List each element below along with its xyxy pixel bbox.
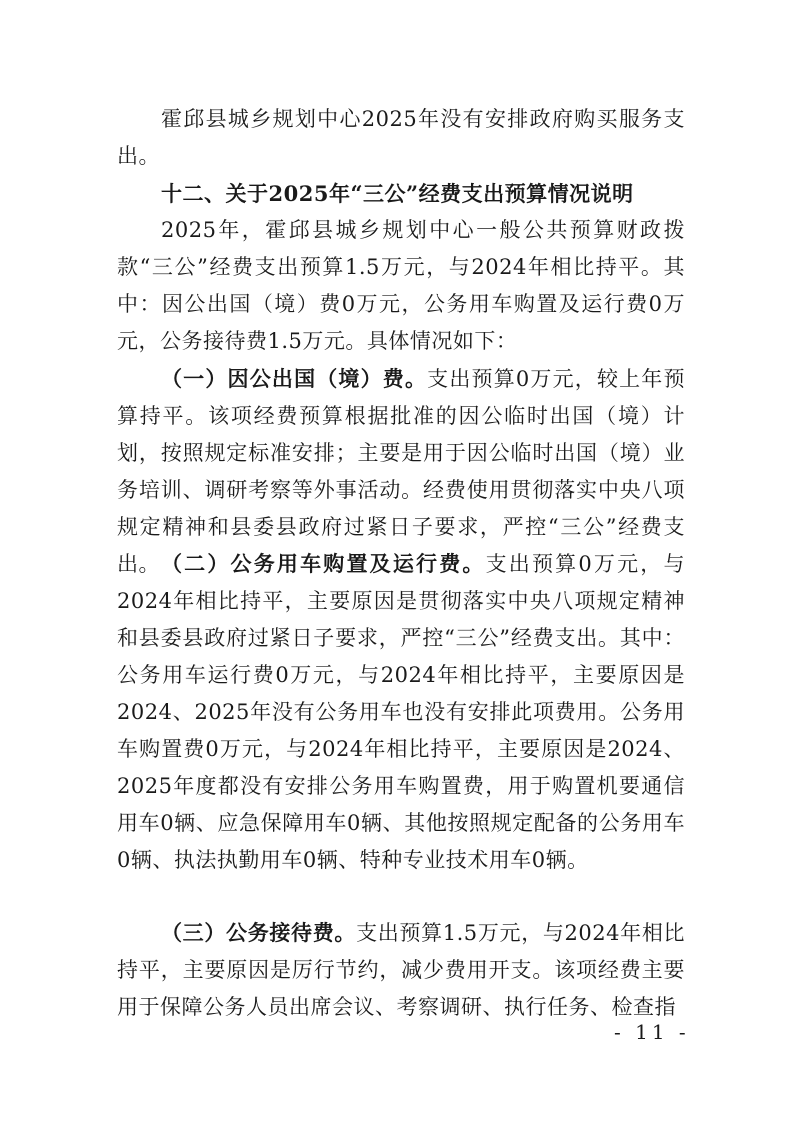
subsection-lead-overseas: （一）因公出国（境）费。 xyxy=(161,366,428,391)
subsection-body-reception: 支出预算1.5万元，与2024年相比持平，主要原因是厉行节约，减少费用开支。该项经费主要用于保障公务人员出席会议、考察调研、执行任务、检查指 xyxy=(117,921,686,1019)
subsection-body-overseas: 支出预算0万元，较上年预算持平。该项经费预算根据批准的因公临时出国（境）计划，按照规定标准安排；主要是用于因公临时出国（境）业务培训、调研考察等外事活动。经费使用贯彻落实中央八项规定精神和县委县政府过紧日子要求，严控“三公”经费支出。 xyxy=(117,367,685,576)
subsection-lead-reception: （三）公务接待费。 xyxy=(161,920,357,945)
page-number: - 11 - xyxy=(614,1020,690,1044)
paragraph-reception xyxy=(117,914,685,1026)
subsection-lead-vehicles: （二）公务用车购置及运行费。 xyxy=(161,551,486,576)
paragraph-procurement: 霍邱县城乡规划中心2025年没有安排政府购买服务支出。 xyxy=(117,107,685,168)
paragraph-vehicles xyxy=(117,545,685,879)
section-heading: 十二、关于2025年“三公”经费支出预算情况说明 xyxy=(161,181,634,206)
subsection-body-vehicles: 支出预算0万元，与2024年相比持平，主要原因是贯彻落实中央八项规定精神和县委县政府过紧日子要求，严控“三公”经费支出。其中：公务用车运行费0万元，与2024年相比持平，主要原因是2024、2025年没有公务用车也没有安排此项费用。公务用车购置费0万元，与2024年相比持平，主要原因是2024、2025年度都没有安排公务用车购置费，用于购置机要通信用车0辆、应急保障用车0辆、其他按照规定配备的公务用车0辆、执法执勤用车0辆、特种专业技术用车0辆。 xyxy=(117,552,685,872)
paragraph-summary: 2025年，霍邱县城乡规划中心一般公共预算财政拨款“三公”经费支出预算1.5万元，与2024年相比持平。其中：因公出国（境）费0万元，公务用车购置及运行费0万元，公务接待费1.5万元。具体情况如下： xyxy=(117,218,685,353)
